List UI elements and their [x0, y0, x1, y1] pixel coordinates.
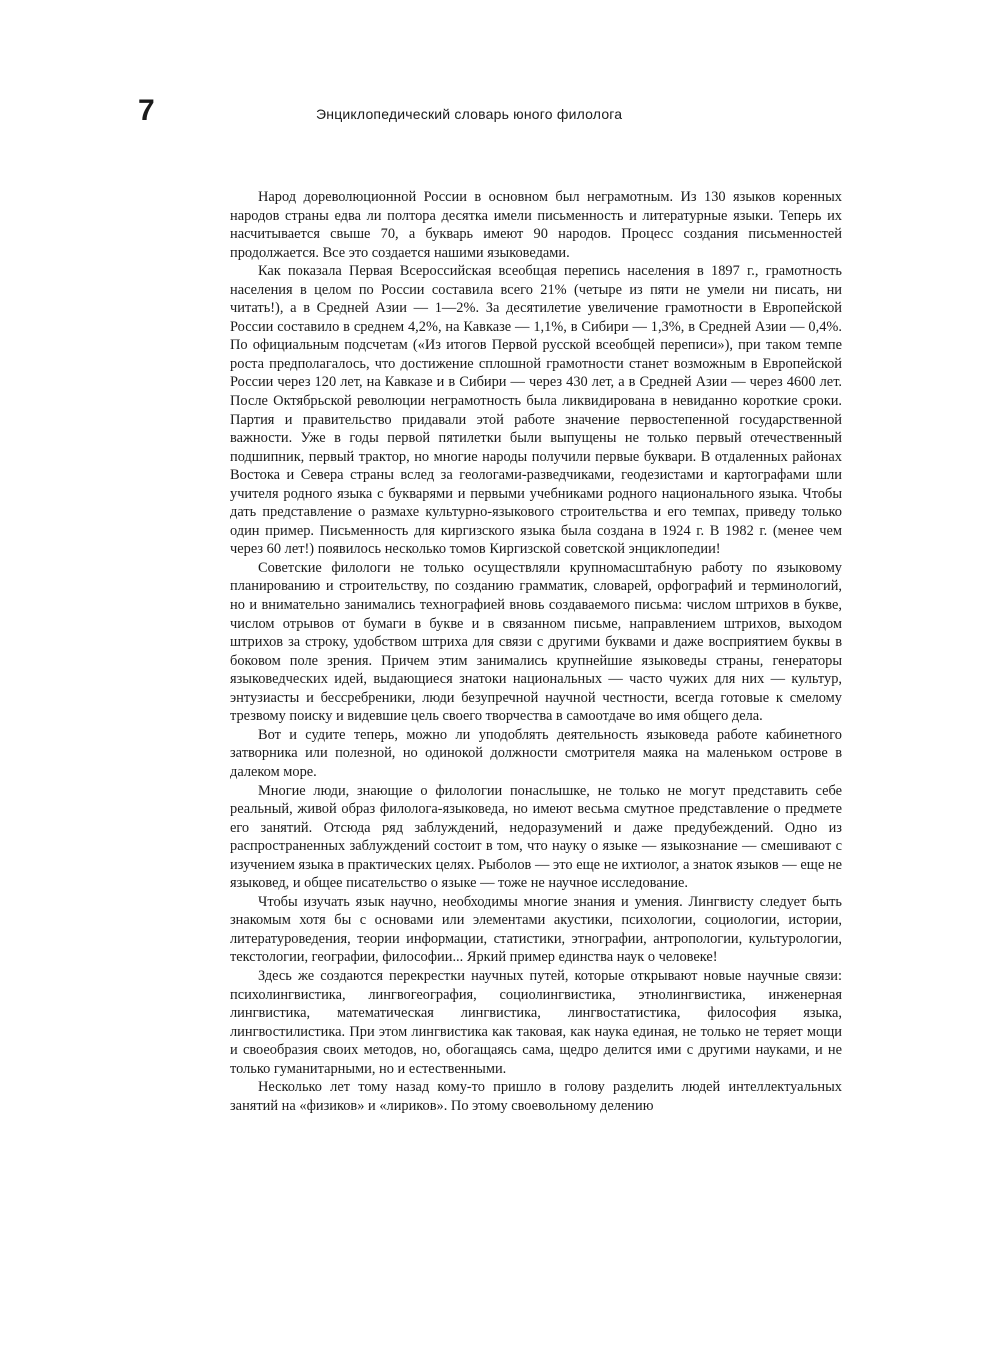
paragraph: Вот и судите теперь, можно ли уподоблять деятельность языковеда работе кабинетного затворника или полезной, но одинокой должности смотрителя маяка на маленьком острове в далеком море.: [230, 726, 842, 780]
paragraph: Народ дореволюционной России в основном был неграмотным. Из 130 языков коренных народов страны едва ли полтора десятка имели письменность и литературные языки. Теперь их насчитывается свыше 70, а букварь имеют 90 народов. Процесс создания письменностей продолжается. Все это создается нашими языковедами.: [230, 189, 842, 261]
paragraph: Несколько лет тому назад кому-то пришло в голову разделить людей интеллектуальных занятий на «физиков» и «лириков». По этому своевольному делению: [230, 1079, 842, 1114]
running-head-title: Энциклопедический словарь юного филолога: [316, 106, 623, 122]
body-text: [230, 188, 842, 1115]
paragraph: Здесь же создаются перекрестки научных путей, которые открывают новые научные связи: психолингвистика, лингвогеография, социолингвистика, этнолингвистика, инженерная лингвистика, математическая лингвистика, лингвостатистика, философия языка, лингвостилистика. При этом лингвистика как таковая, как наука единая, не только не теряет мощи и своеобразия своих методов, но, обогащаясь сама, щедро делится ими с другими науками, и не только гуманитарными, но и естественными.: [230, 967, 842, 1077]
paragraph: Чтобы изучать язык научно, необходимы многие знания и умения. Лингвисту следует быть знакомым хотя бы с основами или элементами акустики, психологии, социологии, истории, литературоведения, теории информации, статистики, этнографии, антропологии, культурологии, текстологии, географии, философии... Яркий пример единства наук о человеке!: [230, 893, 842, 966]
paragraph: Как показала Первая Всероссийская всеобщая перепись населения в 1897 г., грамотность населения в целом по России составила всего 21% (четыре из пяти не умели ни писать, ни читать!), а в Средней Азии — 1—2%. За десятилетие увеличение грамотности в Европейской России составило в среднем 4,2%, на Кавказе — 1,1%, в Сибири — 1,3%, в Средней Азии — 0,4%. По официальным подсчетам («Из итогов Первой русской всеобщей переписи»), при таком темпе роста предполагалось, что достижение сплошной грамотности станет возможным в Европейской России через 120 лет, на Кавказе и в Сибири — через 430 лет, а в Средней Азии — через 4600 лет. После Октябрьской революции неграмотность была ликвидирована в невиданно короткие сроки. Партия и правительство придавали этой работе значение первостепенной государственной важности. Уже в годы первой пятилетки были выпущены не только первый отечественный подшипник, первый трактор, но многие народы получили первые буквари. В отдаленных районах Востока и Севера страны вслед за геологами-разведчиками, геодезистами и картографами шли учителя родного языка с букварями и первыми учебниками родного национального языка. Чтобы дать представление о размахе культурно-языкового строительства и его темпах, приведу только один пример. Письменность для киргизского языка была создана в 1924 г. В 1982 г. (менее чем через 60 лет!) появилось несколько томов Киргизской советской энциклопедии!: [230, 263, 842, 558]
paragraph: Многие люди, знающие о филологии понаслышке, не только не могут представить себе реальный, живой образ филолога-языковеда, но имеют весьма смутное представление о предмете его занятий. Отсюда ряд заблуждений, недоразумений и даже предубеждений. Одно из распространенных заблуждений состоит в том, что науку о языке — языкознание — смешивают с изучением языка в практических целях. Рыболов — это еще не ихтиолог, а знаток языков — еще не языковед, и общее писательство о языке — тоже не научное исследование.: [230, 782, 842, 892]
paragraph: Советские филологи не только осуществляли крупномасштабную работу по языковому планированию и строительству, по созданию грамматик, словарей, орфографий и терминологий, но и внимательно занимались технографией вновь создаваемого письма: числом штрихов в букве, числом отрывов от бумаги в букве и в связанном письме, направлением штрихов, выходом штрихов за строку, удобством штриха для связи с другими буквами и даже восприятием буквы в боковом поле зрения. Причем этим занимались крупнейшие языковеды страны, генераторы языковедческих идей, выдающиеся знатоки национальных — часто чужих для них — культур, энтузиасты и бессребреники, люди безупречной научной честности, всегда готовые к смелому трезвому поиску и видевшие цель своего творчества в самоотдаче во имя общего дела.: [230, 559, 842, 725]
page-number: 7: [138, 94, 155, 127]
